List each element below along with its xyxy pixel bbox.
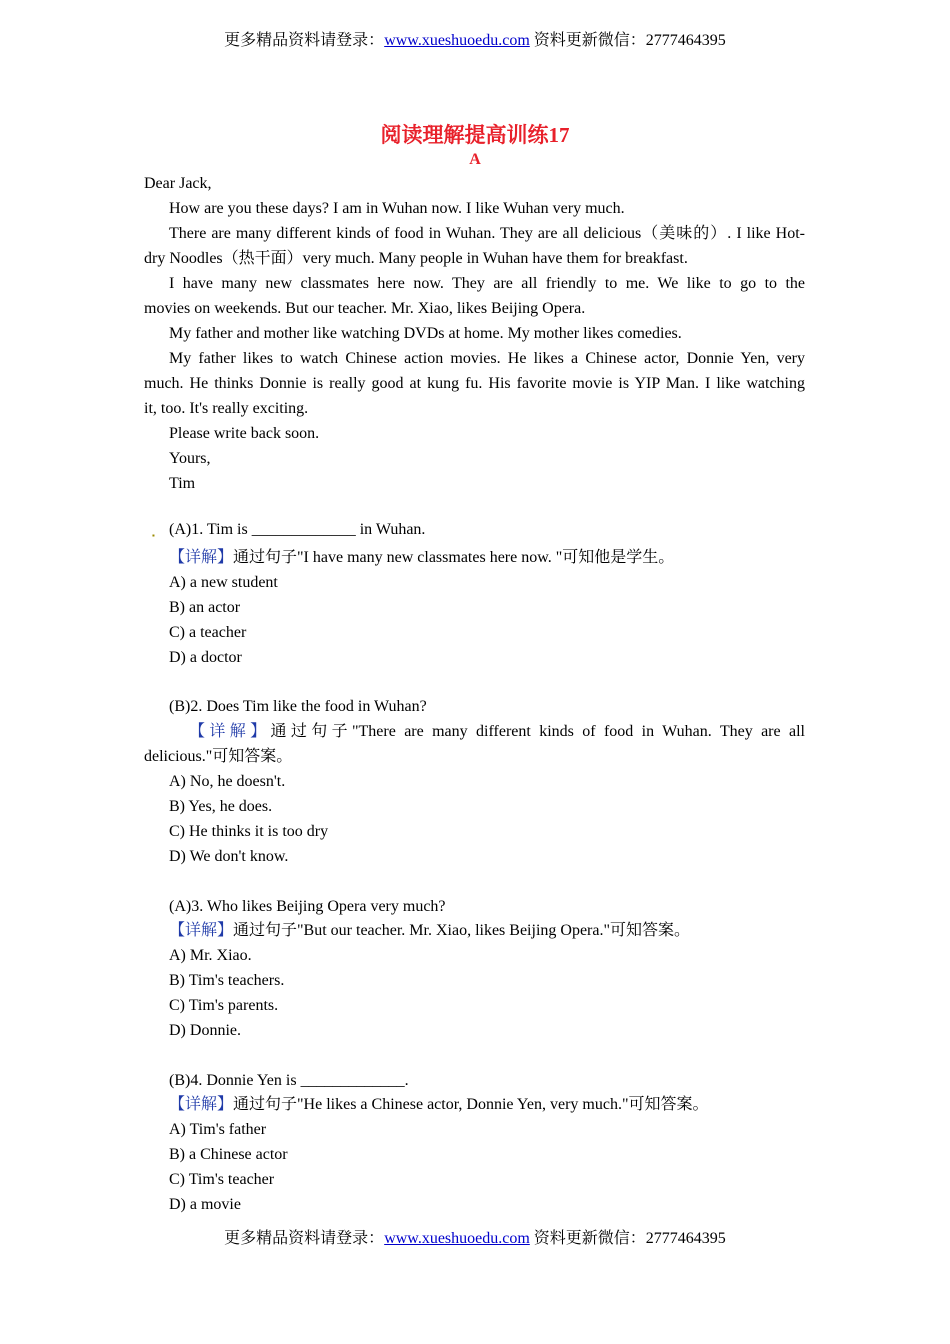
page-footer — [0, 1229, 950, 1249]
detail-label: 【详解】 — [189, 723, 271, 740]
question-1-option-c: C) a teacher — [169, 624, 247, 641]
question-2-explanation-line-1 — [189, 719, 805, 744]
passage-paragraph-3-line-1: I have many new classmates here now. They are all friendly to me. We like to go to the — [169, 275, 805, 292]
letter-closing: Please write back soon. — [169, 425, 320, 442]
explanation-text: 通过句子"There are many different kinds of food in Wuhan. They are all — [270, 723, 805, 740]
detail-label: 【详解】 — [169, 549, 234, 566]
bullet-dot-icon: ▪ — [152, 531, 155, 540]
question-2-explanation-line-2: delicious."可知答案。 — [144, 748, 293, 765]
section-label: A — [469, 151, 481, 168]
question-4-option-a: A) Tim's father — [169, 1121, 267, 1138]
question-1-option-a: A) a new student — [169, 574, 278, 591]
detail-label: 【详解】 — [169, 1096, 234, 1113]
question-3-option-c: C) Tim's parents. — [169, 997, 279, 1014]
explanation-text: 通过句子"I have many new classmates here now. "可知他是学生。 — [233, 549, 675, 566]
letter-sign-off: Yours, — [169, 450, 211, 467]
question-4-option-c: C) Tim's teacher — [169, 1171, 275, 1188]
document-title: 阅读理解提高训练17 — [380, 123, 570, 147]
page-header — [0, 31, 950, 51]
letter-signature: Tim — [169, 475, 196, 492]
header-website-link[interactable]: www.xueshuoedu.com — [384, 32, 530, 49]
question-2-option-b: B) Yes, he does. — [169, 798, 273, 815]
question-2-stem: (B)2. Does Tim like the food in Wuhan? — [169, 698, 427, 715]
question-1-option-d: D) a doctor — [169, 649, 242, 666]
explanation-text: 通过句子"He likes a Chinese actor, Donnie Yen, very much."可知答案。 — [233, 1096, 709, 1113]
question-1-option-b: B) an actor — [169, 599, 241, 616]
question-4-stem: (B)4. Donnie Yen is _____________. — [169, 1072, 409, 1089]
question-4-option-d: D) a movie — [169, 1196, 241, 1213]
question-3-option-a: A) Mr. Xiao. — [169, 947, 252, 964]
passage-paragraph-5-line-3: it, too. It's really exciting. — [144, 400, 309, 417]
header-prefix: 更多精品资料请登录： — [224, 32, 385, 49]
passage-paragraph-5-line-1: My father likes to watch Chinese action movies. He likes a Chinese actor, Donnie Yen, very — [169, 350, 805, 367]
question-2-option-c: C) He thinks it is too dry — [169, 823, 329, 840]
explanation-text: 通过句子"But our teacher. Mr. Xiao, likes Beijing Opera."可知答案。 — [233, 922, 691, 939]
letter-greeting: Dear Jack, — [144, 175, 212, 192]
question-4-option-b: B) a Chinese actor — [169, 1146, 288, 1163]
footer-website-link[interactable]: www.xueshuoedu.com — [384, 1230, 530, 1247]
passage-paragraph-1: How are you these days? I am in Wuhan now. I like Wuhan very much. — [169, 200, 625, 217]
question-2-option-a: A) No, he doesn't. — [169, 773, 286, 790]
question-1-explanation — [169, 545, 805, 570]
passage-paragraph-2-line-2: dry Noodles（热干面）very much. Many people in Wuhan have them for breakfast. — [144, 250, 688, 267]
question-1-stem: (A)1. Tim is _____________ in Wuhan. — [169, 521, 426, 538]
question-3-stem: (A)3. Who likes Beijing Opera very much? — [169, 898, 446, 915]
question-3-explanation — [169, 918, 805, 943]
question-3-option-b: B) Tim's teachers. — [169, 972, 285, 989]
header-suffix: 资料更新微信：2777464395 — [529, 32, 726, 49]
question-4-explanation — [169, 1092, 805, 1117]
question-2-option-d: D) We don't know. — [169, 848, 289, 865]
question-3-option-d: D) Donnie. — [169, 1022, 241, 1039]
passage-paragraph-4: My father and mother like watching DVDs at home. My mother likes comedies. — [169, 325, 682, 342]
footer-suffix: 资料更新微信：2777464395 — [529, 1230, 726, 1247]
passage-paragraph-2-line-1: There are many different kinds of food in Wuhan. They are all delicious（美味的）. I like Hot- — [169, 225, 805, 242]
passage-paragraph-3-line-2: movies on weekends. But our teacher. Mr. Xiao, likes Beijing Opera. — [144, 300, 586, 317]
detail-label: 【详解】 — [169, 922, 234, 939]
passage-paragraph-5-line-2: much. He thinks Donnie is really good at kung fu. His favorite movie is YIP Man. I like watching — [144, 375, 805, 392]
footer-prefix: 更多精品资料请登录： — [224, 1230, 385, 1247]
